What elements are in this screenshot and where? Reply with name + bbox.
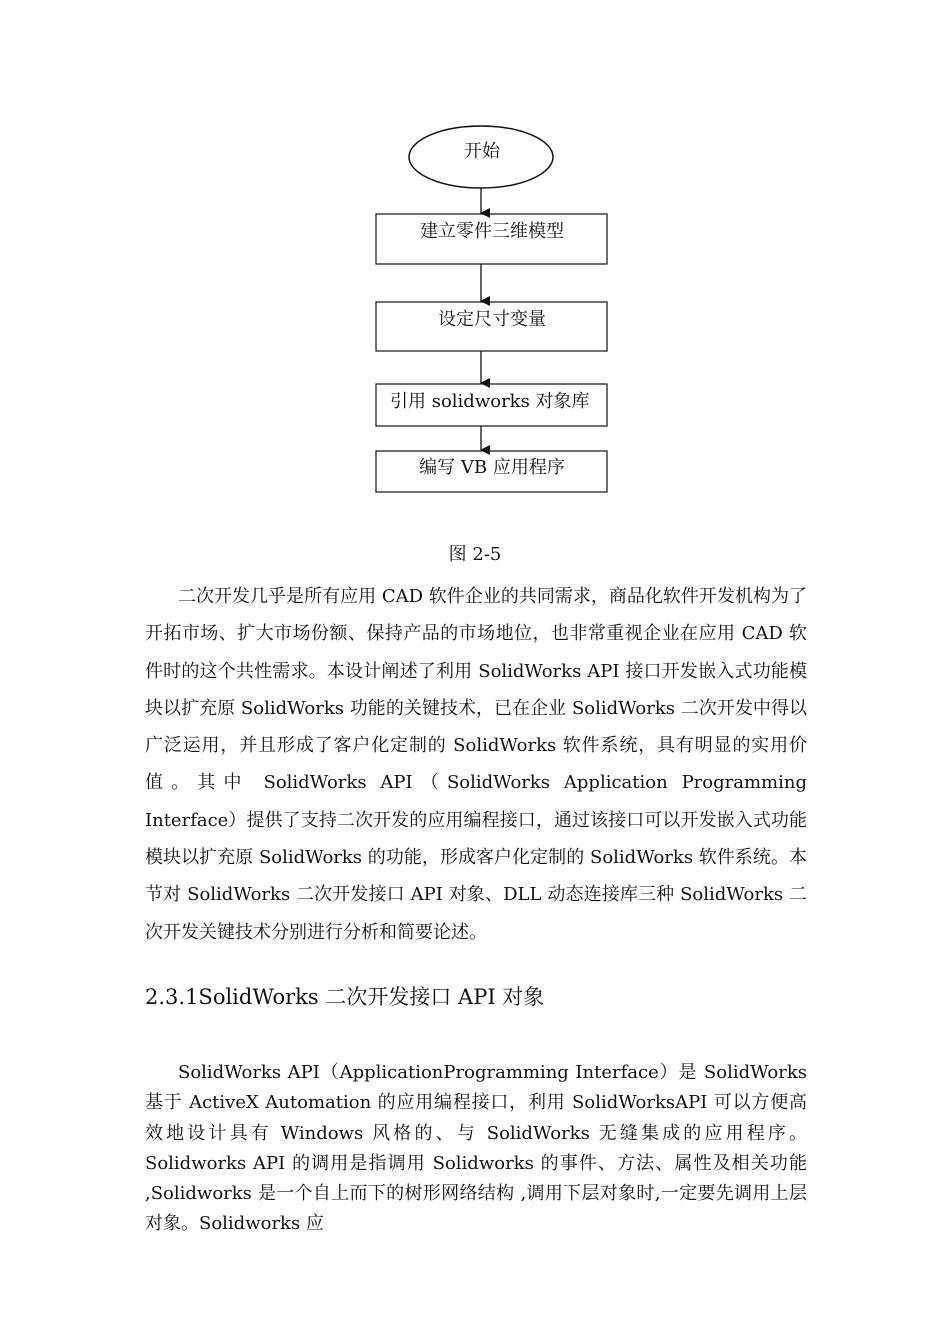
flowchart	[0, 0, 950, 520]
section-heading: 2.3.1SolidWorks 二次开发接口 API 对象	[145, 985, 545, 1009]
flowchart-step-2-label: 设定尺寸变量	[438, 309, 546, 330]
figure-caption: 图 2-5	[448, 544, 502, 565]
body-paragraph-2: SolidWorks API（ApplicationProgramming Interface）是 SolidWorks 基于 ActiveX Automation 的应用编程接口，利用 SolidWorksAPI 可以方便高效地设计具有 Windows 风格的、与 SolidWorks 无缝集成的应用程序。Solidworks API 的调用是指调用 Solidworks 的事件、方法、属性及相关功能 ,Solidworks 是一个自上而下的树形网络结构 ,调用下层对象时,一定要先调用上层对象。Solidworks 应	[145, 1062, 807, 1235]
flowchart-step-4-label: 编写 VB 应用程序	[419, 457, 565, 478]
flowchart-start-label: 开始	[464, 141, 500, 162]
body-paragraph-1: 二次开发几乎是所有应用 CAD 软件企业的共同需求，商品化软件开发机构为了开拓市场、扩大市场份额、保持产品的市场地位，也非常重视企业在应用 CAD 软件时的这个共性需求。本设计阐述了利用 SolidWorks API 接口开发嵌入式功能模块以扩充原 SolidWorks 功能的关键技术，已在企业 SolidWorks 二次开发中得以广泛运用，并且形成了客户化定制的 SolidWorks 软件系统，具有明显的实用价值。其中 SolidWorks API（SolidWorks Application Programming Interface）提供了支持二次开发的应用编程接口，通过该接口可以开发嵌入式功能模块以扩充原 SolidWorks 的功能，形成客户化定制的 SolidWorks 软件系统。本节对 SolidWorks 二次开发接口 API 对象、DLL 动态连接库三种 SolidWorks 二次开发关键技术分别进行分析和简要论述。	[145, 586, 807, 943]
flowchart-step-3-label: 引用 solidworks 对象库	[390, 391, 590, 412]
flowchart-step-1-label: 建立零件三维模型	[420, 221, 564, 242]
flowchart-diagram	[0, 0, 950, 520]
